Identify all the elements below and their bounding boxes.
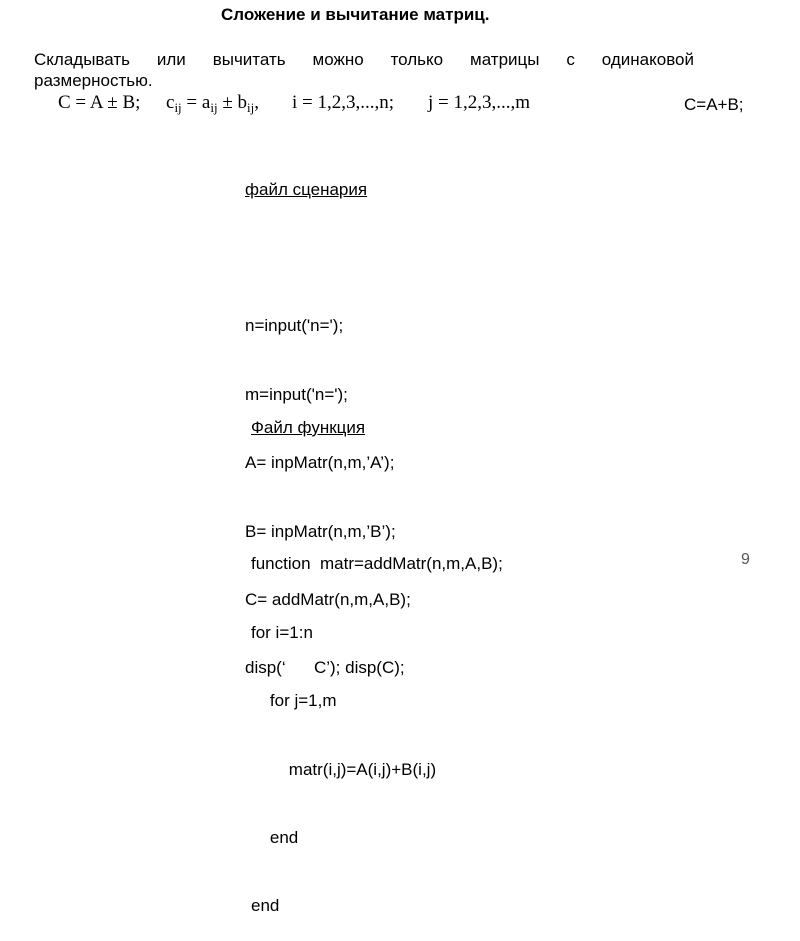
code-line: for j=1,m xyxy=(251,691,337,711)
formula-pm-b: ± b xyxy=(217,92,247,113)
formula-c: c xyxy=(166,92,175,113)
code-line: disp(‘ C’); disp(C); xyxy=(245,658,405,678)
formula-eq-a: = a xyxy=(181,92,211,113)
script-block-title: файл сценария xyxy=(245,179,368,199)
formula-a-subscript: ij xyxy=(210,100,218,115)
formula-element-sum xyxy=(166,92,259,116)
formula-comma: , xyxy=(254,92,259,113)
code-line: A= inpMatr(n,m,’A’); xyxy=(245,453,395,473)
cab-expression: C=A+B; xyxy=(684,95,744,114)
code-line: function matr=addMatr(n,m,A,B); xyxy=(251,554,503,574)
function-block-title: Файл функция xyxy=(251,417,366,437)
code-line: C= addMatr(n,m,A,B); xyxy=(245,589,411,609)
intro-text-line-1: Складывать или вычитать можно только матрицы с одинаковой xyxy=(34,50,694,69)
code-line: matr(i,j)=A(i,j)+B(i,j) xyxy=(251,759,437,779)
code-line: B= inpMatr(n,m,’B’); xyxy=(245,521,396,541)
code-line: m=input('n='); xyxy=(245,384,348,404)
formula-j-range: j = 1,2,3,...,m xyxy=(428,92,531,113)
page-number: 9 xyxy=(741,551,750,568)
formula-c-subscript: ij xyxy=(174,100,182,115)
function-code-block xyxy=(251,371,503,941)
code-line: n=input('n='); xyxy=(245,316,344,336)
code-line: end xyxy=(251,827,299,847)
code-spacer xyxy=(245,247,411,270)
code-line: end xyxy=(251,896,280,916)
formula-i-range: i = 1,2,3,...,n; xyxy=(292,92,395,113)
code-line: for i=1:n xyxy=(251,622,313,642)
formula-b-subscript: ij xyxy=(247,100,255,115)
intro-text-line-2: размерностью. xyxy=(34,71,153,90)
slide-title: Сложение и вычитание матриц. xyxy=(221,5,490,24)
code-spacer xyxy=(251,485,503,508)
formula-matrix-sum: C = A ± B; xyxy=(58,92,141,113)
